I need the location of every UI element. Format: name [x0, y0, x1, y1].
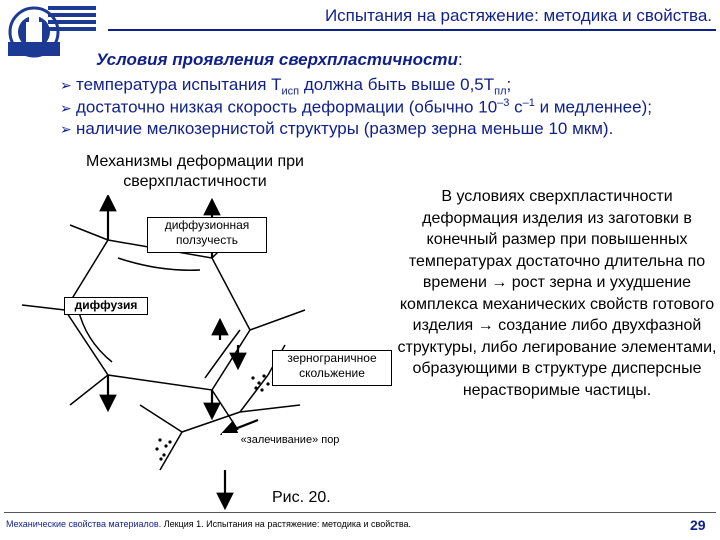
bullet-arrow-icon: ➢ — [60, 99, 72, 116]
university-logo-icon — [4, 2, 104, 64]
page-number: 29 — [690, 517, 706, 533]
footer — [6, 519, 411, 529]
diagram-title: Механизмы деформации при сверхпластичности — [86, 153, 304, 190]
bullet-arrow-icon: ➢ — [60, 77, 72, 93]
conditions-title-text: Условия проявления сверхпластичности — [96, 50, 458, 69]
figure-caption: Рис. 20. — [272, 489, 331, 506]
bullet-item-strain-rate: ➢ достаточно низкая скорость деформации (обычно $10^{-3}$ $с^{-1}$ и медленнее); — [60, 97, 652, 117]
footer-course: Механические свойства материалов. — [6, 519, 162, 529]
bullet-item-temperature: ➢ температура испытания $Т_{исп}$ должна быть выше $0,5Т_{пл}$; — [60, 75, 512, 98]
bullet-arrow-icon: ➢ — [60, 121, 72, 137]
label-grain-boundary-sliding: зернограничное скольжение — [272, 350, 392, 386]
grain-hexagon — [65, 240, 250, 390]
explanatory-paragraph: В условиях сверхпластичности деформация изделия из заготовки в конечный размер при повышенных температурах достаточно длительна по времени → рост зерна и ухудшение комплекса механических свойств готового изделия → создание либо двухфазной структуры, либо легирование элементами, образующими в структуре дисперсные нерастворимые частицы. — [397, 188, 717, 399]
footer-divider — [4, 512, 716, 513]
label-diffusion: диффузия — [64, 297, 148, 315]
footer-lecture: Лекция 1. Испытания на растяжение: методика и свойства. — [163, 519, 412, 529]
label-diffusion-creep: диффузионная ползучесть — [147, 217, 267, 253]
header-divider — [108, 29, 716, 31]
bullet-item-grain-size: ➢ наличие мелкозернистой структуры (размер зерна меньше 10 мкм). — [60, 119, 614, 138]
pore-arrow — [222, 420, 258, 434]
label-pore-healing: «залечивание» пор — [222, 433, 358, 449]
slide-header-title: Испытания на растяжение: методика и свойства. — [324, 6, 712, 25]
conditions-title: Условия проявления сверхпластичности: — [96, 50, 463, 69]
